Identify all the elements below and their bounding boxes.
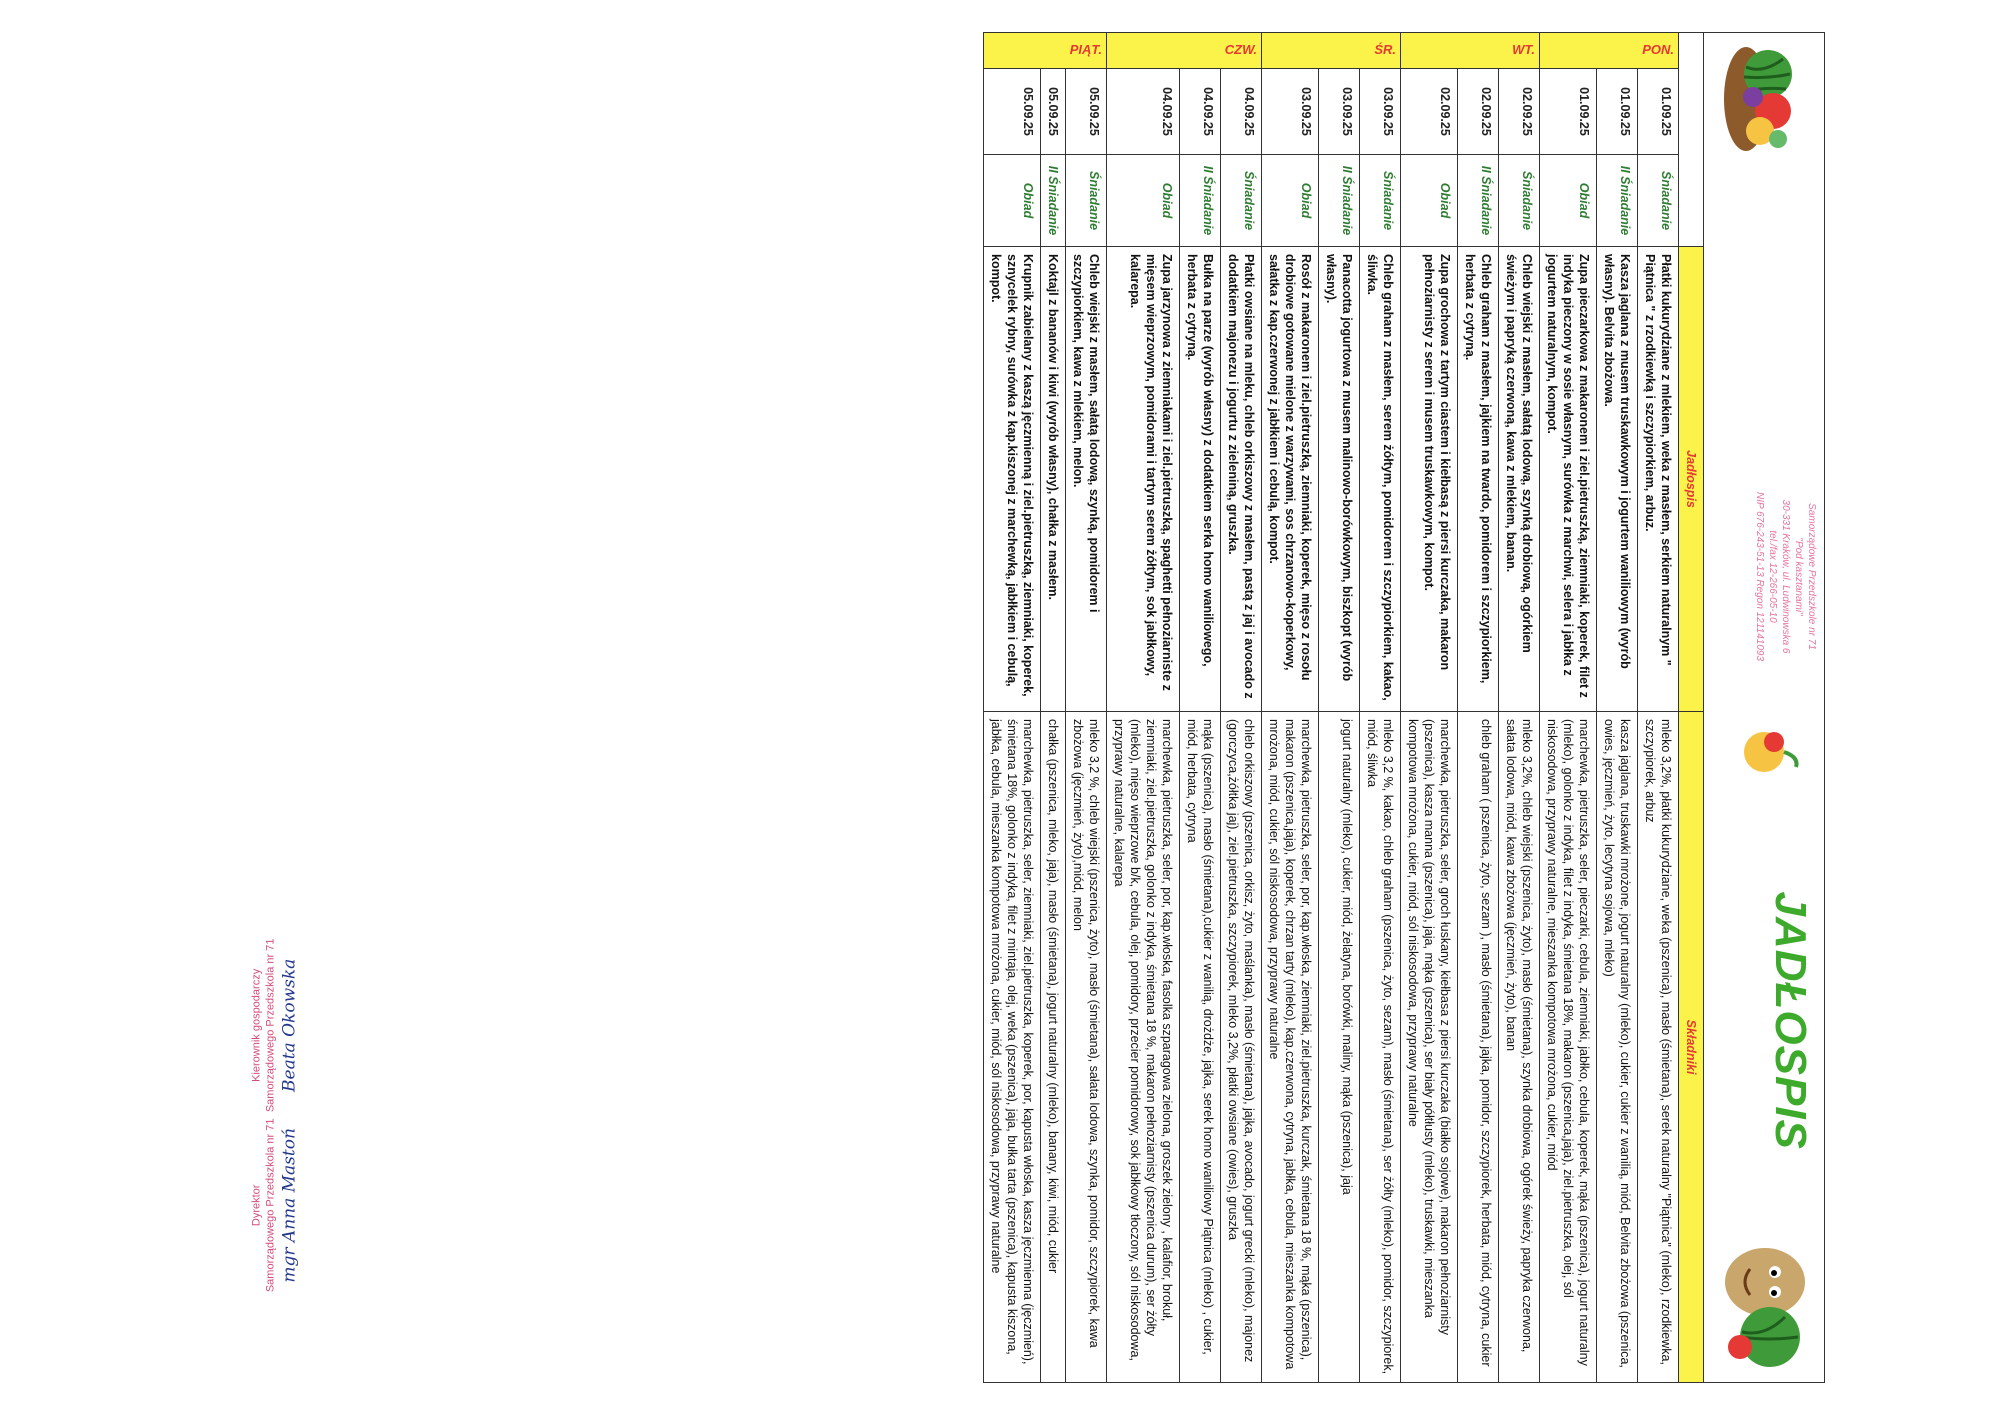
meal-row: [1360, 33, 1401, 1383]
meal-date: 03.09.25: [1262, 69, 1319, 155]
fruit-basket-icon: [1718, 39, 1818, 159]
menu-table: [983, 32, 1825, 1383]
meal-date: 04.09.25: [1221, 69, 1262, 155]
meal-type: Obiad: [1262, 155, 1319, 247]
institution-stamp: [1753, 477, 1818, 677]
meal-menu: Zupa pieczarkowa z makaronem i ziel.pietruszką, ziemniaki, koperek, filet z indyka pieczony w sosie własnym, surówka z marchwi, selera i jabłka z jogurtem naturalnym, kompot.: [1540, 247, 1597, 712]
fruit-icon: [1734, 722, 1804, 782]
page-title: JADŁOSPIS: [1766, 891, 1815, 1150]
meal-type: Śniadanie: [1499, 155, 1540, 247]
signature-title: Samorządowego Przedszkola nr 71: [264, 1118, 277, 1293]
meal-type: Obiad: [984, 155, 1041, 247]
meal-ingredients: marchewka, pietruszka, seler, por, kap.włoska, ziemniaki, ziel.pietruszka, kurczak, śmietana 18 %, mąka (pszenica), makaron (pszenica,jaja), koperek, chrzan tarty (mleko), kap.czerwona, cytryna, jabłka, cebula, mieszanka kompotowa mrożona, miód, cukier, sól niskosodowa, przyprawy naturalne: [1262, 712, 1319, 1383]
day-label: ŚR.: [1374, 42, 1396, 58]
meal-row: [1066, 33, 1107, 1383]
signature-title: Kierownik gospodarczy: [250, 968, 263, 1082]
day-label: PIĄT.: [1069, 42, 1102, 58]
meal-row: [1499, 33, 1540, 1383]
meal-menu: Płatki owsiane na mleku, chleb orkiszowy z masłem, pastą z jaj i avocado z dodatkiem majonezu i jogurtu z zieleniną, gruszka.: [1221, 247, 1262, 712]
meal-row: [1221, 33, 1262, 1383]
meal-date: 01.09.25: [1597, 69, 1638, 155]
day-label: CZW.: [1224, 42, 1257, 58]
meal-row: [1041, 33, 1066, 1383]
meal-row: [1262, 33, 1319, 1383]
day-label: PON.: [1642, 42, 1674, 58]
meal-type: Śniadanie: [1638, 155, 1679, 247]
menu-sheet: [175, 32, 1825, 1382]
meal-date: 02.09.25: [1499, 69, 1540, 155]
stamp-line: 30-331 Kraków, ul. Ludwinowska 6: [1780, 499, 1791, 654]
meal-ingredients: mleko 3,2%, chleb wiejski (pszenica, żyto), masło (śmietana), szynka drobiowa, ogórek świeży, papryka czerwona, sałata lodowa, miód, kawa zbożowa (jęczmień, żyto), banan: [1499, 712, 1540, 1383]
meal-ingredients: marchewka, pietruszka, seler, por, kap.włoska, fasolka szparagowa zielona, groszek zielony , kalafior, brokuł, ziemniaki, ziel.pietruszka, golonko z indyka, śmietana 18 %, makaron pełnoziarnisty (pszenica durum), ser żółty (mleko), mięso wieprzowe b/k, cebula, olej, pomidory, przecier pomidorowy, sok jabłkowy tłoczony, sól niskosodowa, przyprawy naturalne, kalarepa: [1107, 712, 1180, 1383]
meal-ingredients: mleko 3,2 %, kakao, chleb graham (pszenica, żyto, sezam), masło (śmietana), ser żółty (mleko), pomidor, szczypiorek, miód, śliwka: [1360, 712, 1401, 1383]
day-label-cell: [984, 33, 1107, 69]
meal-ingredients: jogurt naturalny (mleko), cukier, miód, żelatyna, borówki, maliny, mąka (pszenica), jaja: [1319, 712, 1360, 1383]
meal-row: [1597, 33, 1638, 1383]
meal-menu: Panacotta jogurtowa z musem malinowo-borówkowym, biszkopt (wyrób własny).: [1319, 247, 1360, 712]
meal-type: Obiad: [1401, 155, 1458, 247]
meal-menu: Koktajl z bananów i kiwi (wyrób własny), chałka z masłem.: [1041, 247, 1066, 712]
meal-type: Śniadanie: [1066, 155, 1107, 247]
meal-menu: Chleb wiejski z masłem, sałatą lodową, szynką drobiową, ogórkiem świeżym i papryką czerwoną, kawa z mlekiem, banan.: [1499, 247, 1540, 712]
meal-date: 01.09.25: [1540, 69, 1597, 155]
day-label-cell: [1401, 33, 1540, 69]
meal-type: II Śniadanie: [1319, 155, 1360, 247]
day-label: WT.: [1512, 42, 1535, 58]
meal-type: II Śniadanie: [1041, 155, 1066, 247]
meal-menu: Zupa grochowa z tartym ciastem i kiełbasą z piersi kurczaka, makaron pełnoziarnisty z serem i musem truskawkowym, kompot.: [1401, 247, 1458, 712]
signature-name: Beata Okowska: [279, 958, 300, 1092]
meal-menu: Chleb wiejski z masłem, sałatą lodową, szynką, pomidorem i szczypiorkiem, kawa z mlekiem, melon.: [1066, 247, 1107, 712]
meal-type: Śniadanie: [1360, 155, 1401, 247]
meal-menu: Rosół z makaronem i ziel.pietruszką, ziemniaki, koperek, mięso z rosołu drobiowe gotowane mielone z warzywami, sos chrzanowo-koperkowy, sałatka z kap.czerwonej z jabłkiem i cebulą, kompot.: [1262, 247, 1319, 712]
meal-date: 04.09.25: [1180, 69, 1221, 155]
header-row: [1704, 33, 1825, 1383]
meal-ingredients: mleko 3,2%, płatki kukurydziane, weka (pszenica), masło (śmietana), serek naturalny "Piątnica" (mleko), rzodkiewka, szczypiorek, arbuz: [1638, 712, 1679, 1383]
meal-menu: Krupnik zabielany z kaszą jęczmienną i ziel.pietruszką, ziemniaki, koperek, sznycelek rybny, surówka z kap.kiszonej z marchewką, jabłkiem i cebulą, kompot.: [984, 247, 1041, 712]
stamp-line: tel./fax 12-266-05-10: [1767, 530, 1778, 623]
day-label-cell: [1540, 33, 1679, 69]
title-cell: [1704, 247, 1825, 712]
day-label-cell: [1262, 33, 1401, 69]
meal-date: 04.09.25: [1107, 69, 1180, 155]
meal-type: Obiad: [1107, 155, 1180, 247]
meal-menu: Chleb graham z masłem, jajkiem na twardo, pomidorem i szczypiorkiem, herbata z cytryną.: [1458, 247, 1499, 712]
meal-row: [1107, 33, 1180, 1383]
meal-date: 05.09.25: [1066, 69, 1107, 155]
day-label-cell: [1107, 33, 1262, 69]
meal-type: II Śniadanie: [1597, 155, 1638, 247]
meal-row: [1458, 33, 1499, 1383]
meal-row: [1638, 33, 1679, 1383]
meal-ingredients: chleb graham ( pszenica, żyto, sezam ), masło (śmietana), jajka, pomidor, szczypiorek, herbata, miód, cytryna, cukier: [1458, 712, 1499, 1383]
meal-ingredients: chleb orkiszowy (pszenica, orkisz, żyto, maślanka), masło (śmietana), jajka, avocado, jogurt grecki (mleko), majonez (gorczyca,żółtka jaj), ziel.pietruszka, szczypiorek, mleko 3,2%, płatki owsiane (owies), gruszka: [1221, 712, 1262, 1383]
meal-row: [1180, 33, 1221, 1383]
ingredients-column-header: Składniki: [1679, 712, 1704, 1383]
signature-left: [250, 925, 301, 1125]
meal-type: II Śniadanie: [1458, 155, 1499, 247]
logo-cell: [1704, 33, 1825, 247]
stamp-line: Samorządowe Przedszkole nr 71: [1806, 503, 1817, 650]
meal-menu: Zupa jarzynowa z ziemniakami i ziel.pietruszką, spaghetti pełnoziarniste z mięsem wieprzowym, pomidorami i tartym serem żółtym, sok jabłkowy, kalarepa.: [1107, 247, 1180, 712]
meal-date: 01.09.25: [1638, 69, 1679, 155]
menu-column-header: Jadłospis: [1679, 247, 1704, 712]
meal-ingredients: mąka (pszenica), masło (śmietana),cukier z wanilią, drożdże, jajka, serek homo waniliowy Piątnica (mleko) , cukier, miód, herbata, cytryna: [1180, 712, 1221, 1383]
meal-menu: Płatki kukurydziane z mlekiem, weka z masłem, serkiem naturalnym " Piątnica " z rzodkiewką i szczypiorkiem, arbuz.: [1638, 247, 1679, 712]
meal-date: 02.09.25: [1458, 69, 1499, 155]
meal-date: 03.09.25: [1319, 69, 1360, 155]
stamp-line: NIP 676-243-51-13 Regon 121141093: [1754, 492, 1765, 662]
meal-ingredients: mleko 3,2 %, chleb wiejski (pszenica, żyto), masło (śmietana), sałata lodowa, szynka, pomidor, szczypiorek, kawa zbożowa (jęczmień, żyto),miód, melon: [1066, 712, 1107, 1383]
title-right-cell: [1704, 712, 1825, 1383]
signature-right: [250, 1105, 301, 1305]
meal-menu: Chleb graham z masłem, serem żółtym, pomidorem i szczypiorkiem, kakao, śliwka.: [1360, 247, 1401, 712]
meal-menu: Kasza jaglana z musem truskawkowym i jogurtem waniliowym (wyrób własny). Belvita zbożowa.: [1597, 247, 1638, 712]
meal-row: [1540, 33, 1597, 1383]
meal-ingredients: chałka (pszenica, mleko, jaja), masło (śmietana), jogurt naturalny (mleko), banany, kiwi, miód, cukier: [1041, 712, 1066, 1383]
meal-date: 02.09.25: [1401, 69, 1458, 155]
column-header-row: [1679, 33, 1704, 1383]
meal-date: 05.09.25: [1041, 69, 1066, 155]
meal-type: II Śniadanie: [1180, 155, 1221, 247]
meal-type: Śniadanie: [1221, 155, 1262, 247]
meal-row: [984, 33, 1041, 1383]
signature-title: Samorządowego Przedszkola nr 71: [264, 938, 277, 1113]
blank-header: [1679, 33, 1704, 247]
meal-row: [1319, 33, 1360, 1383]
signature-name: mgr Anna Mastoń: [279, 1128, 300, 1283]
meal-ingredients: kasza jaglana, truskawki mrożone, jogurt naturalny (mleko), cukier, cukier z wanilią, miód, Belvita zbożowa (pszenica, owies, jęczmień, żyto, lecytyna sojowa, mleko): [1597, 712, 1638, 1383]
meal-ingredients: marchewka, pietruszka, seler, groch łuskany, kiełbasa z piersi kurczaka (białko sojowe), makaron pełnoziarnisty (pszenica), kasza manna (pszenica), jaja, mąka (pszenica), ser biały półtłusty (mleko), truskawki, mieszanka kompotowa mrożona, cukier, miód, sól niskosodowa, przyprawy naturalne: [1401, 712, 1458, 1383]
stamp-line: "Pod kasztanami": [1793, 537, 1804, 616]
meal-type: Obiad: [1540, 155, 1597, 247]
meal-ingredients: marchewka, pietruszka, seler, ziemniaki, ziel.pietruszka, koperek, por, kapusta włoska, kasza jęczmienna (jęczmień), śmietana 18%, golonko z indyka, filet z mintaja, olej, weka (pszenica), jaja, bułka tarta (pszenica), kapusta kiszona, jabłka, cebula, mieszanka kompotowa mrożona, cukier, miód, sól niskosodowa, przyprawy naturalne: [984, 712, 1041, 1383]
meal-date: 05.09.25: [984, 69, 1041, 155]
signature-title: Dyrektor: [250, 1184, 263, 1227]
meal-row: [1401, 33, 1458, 1383]
meal-ingredients: marchewka, pietruszka, seler, pieczarki, cebula, ziemniaki, jabłko, cebula, koperek, mąka (pszenica), jogurt naturalny (mleko), golonko z indyka, filet z indyka, śmietana 18%, makaron (pszenica,jaja), ziel.pietruszka, olej, sól niskosodowa, przyprawy naturalne, mieszanka kompotowa mrożona, cukier, miód: [1540, 712, 1597, 1383]
meal-date: 03.09.25: [1360, 69, 1401, 155]
potato-character-icon: [1716, 1237, 1820, 1377]
meal-menu: Bułka na parze (wyrób własny) z dodatkiem serka homo waniliowego, herbata z cytryną.: [1180, 247, 1221, 712]
